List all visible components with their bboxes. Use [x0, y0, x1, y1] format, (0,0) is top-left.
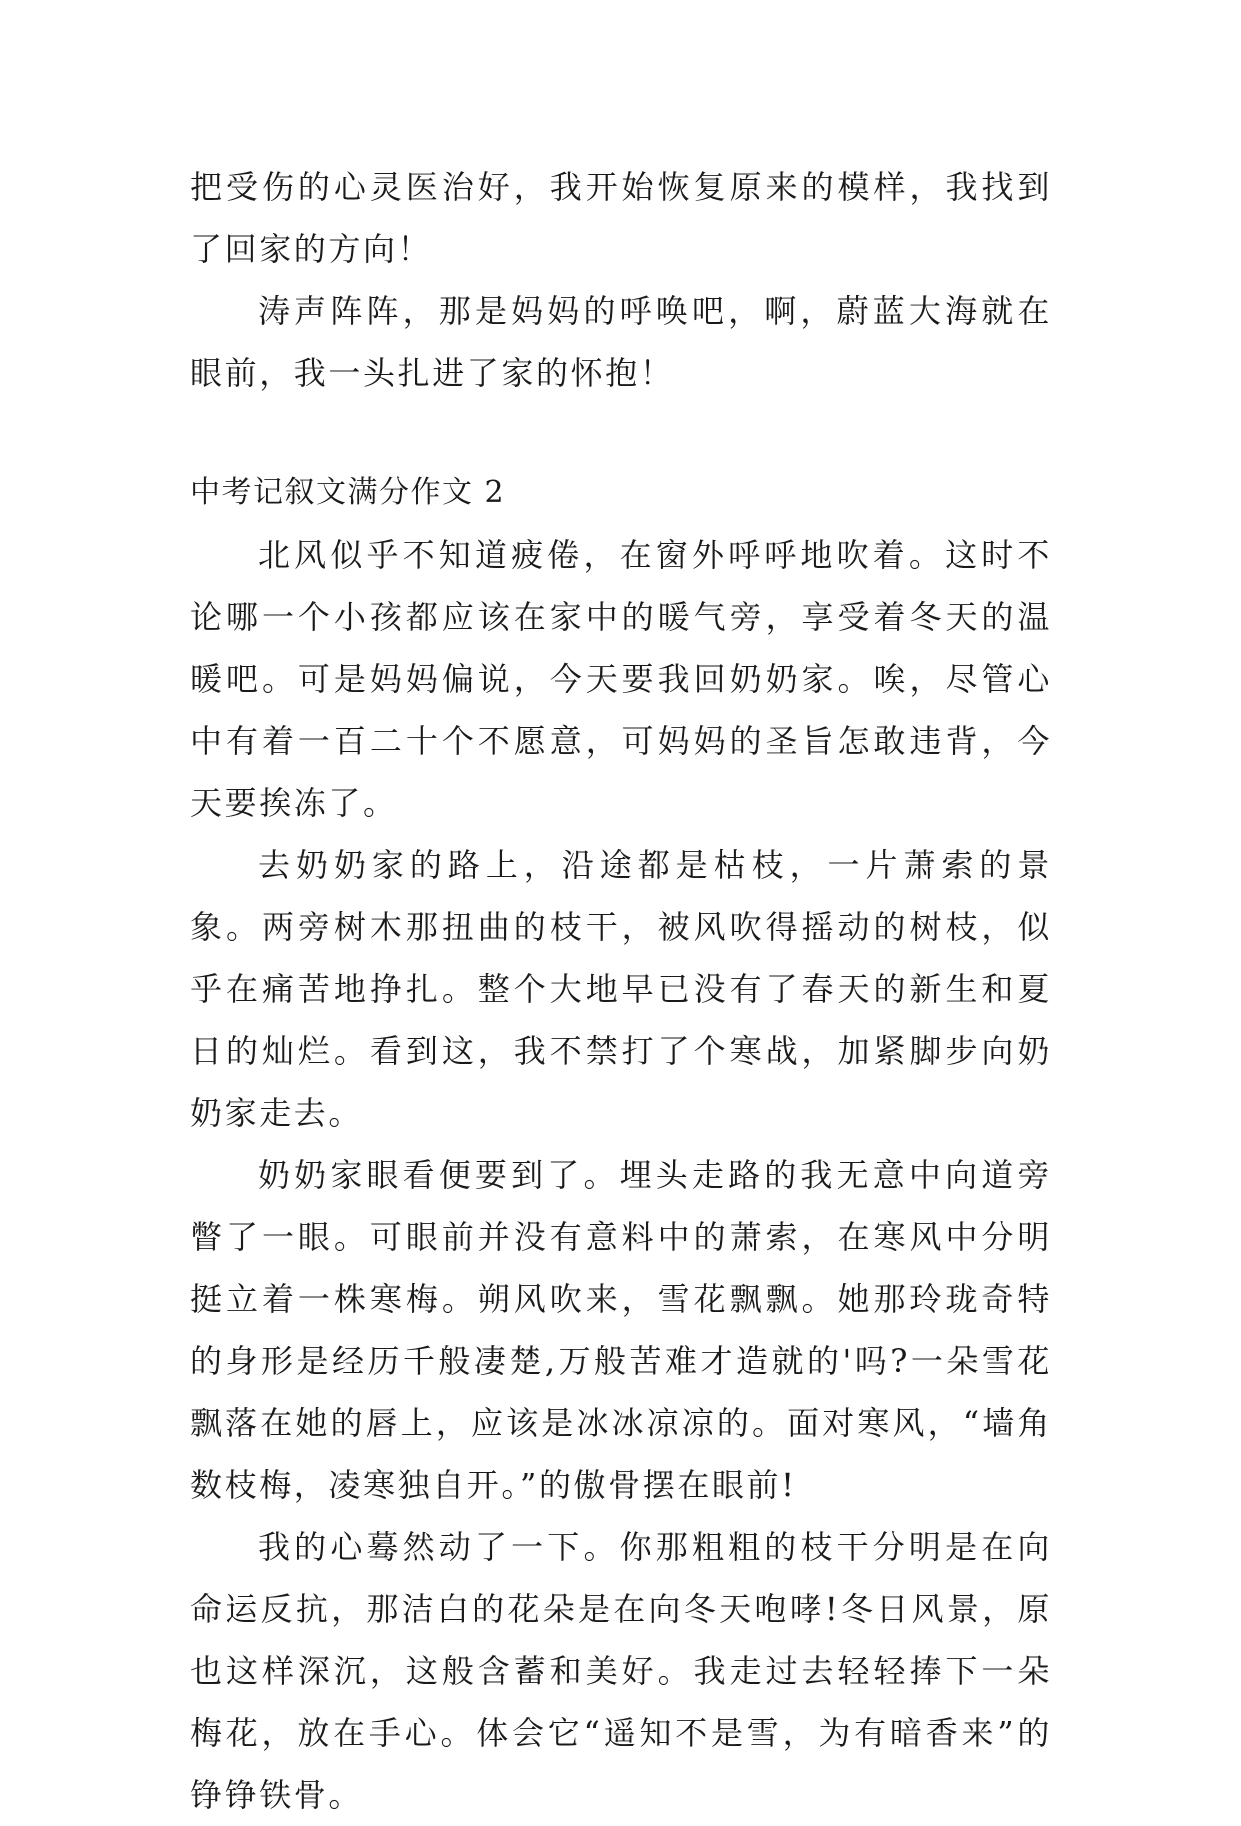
paragraph: 奶奶家眼看便要到了。埋头走路的我无意中向道旁瞥了一眼。可眼前并没有意料中的萧索，在寒风中分明挺立着一株寒梅。朔风吹来，雪花飘飘。她那玲珑奇特的身形是经历千般凄楚,万般苦难才造就的'吗?一朵雪花飘落在她的唇上，应该是冰冰凉凉的。面对寒风，“墙角数枝梅，凌寒独自开。”的傲骨摆在眼前! — [190, 1156, 1052, 1504]
paragraph: 我的心蓦然动了一下。你那粗粗的枝干分明是在向命运反抗，那洁白的花朵是在向冬天咆哮!冬日风景，原也这样深沉，这般含蓄和美好。我走过去轻轻捧下一朵梅花，放在手心。体会它“遥知不是雪，为有暗香来”的铮铮铁骨。 — [190, 1528, 1052, 1814]
paragraph: 涛声阵阵，那是妈妈的呼唤吧，啊，蔚蓝大海就在眼前，我一头扎进了家的怀抱！ — [190, 292, 1052, 392]
section-spacer — [190, 404, 1052, 462]
paragraph-continuation: 把受伤的心灵医治好，我开始恢复原来的模样，我找到了回家的方向！ — [190, 168, 1052, 268]
paragraph: 北风似乎不知道疲倦，在窗外呼呼地吹着。这时不论哪一个小孩都应该在家中的暖气旁，享受着冬天的温暖吧。可是妈妈偏说，今天要我回奶奶家。唉，尽管心中有着一百二十个不愿意，可妈妈的圣旨怎敢违背，今天要挨冻了。 — [190, 536, 1052, 822]
document-body — [190, 156, 1052, 1826]
section-heading: 中考记叙文满分作文 2 — [190, 475, 506, 510]
paragraph: 去奶奶家的路上，沿途都是枯枝，一片萧索的景象。两旁树木那扭曲的枝干，被风吹得摇动的树枝，似乎在痛苦地挣扎。整个大地早已没有了春天的新生和夏日的灿烂。看到这，我不禁打了个寒战，加紧脚步向奶奶家走去。 — [190, 846, 1052, 1132]
